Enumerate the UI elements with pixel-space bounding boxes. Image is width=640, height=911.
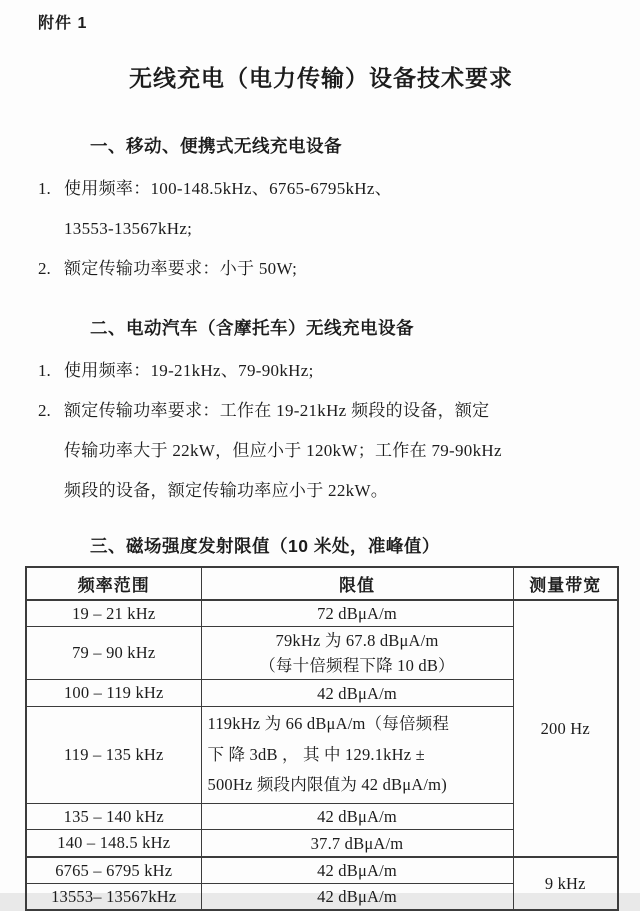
item-number: 1.	[38, 361, 51, 380]
item-body	[64, 351, 617, 391]
freq-range-cell: 100 – 119 kHz	[26, 680, 201, 707]
limit-cell	[201, 680, 513, 707]
limit-cell	[201, 857, 513, 884]
list-item	[38, 351, 617, 391]
section-heading-1: 一、移动、便携式无线充电设备	[90, 136, 342, 156]
col-header-frequency-range: 频率范围	[26, 567, 201, 600]
item-text-line: 使用频率：100-148.5kHz、6765-6795kHz、	[64, 179, 393, 198]
item-number: 2.	[38, 259, 51, 278]
table-row	[26, 857, 618, 884]
bandwidth-cell: 200 Hz	[513, 600, 618, 857]
freq-range-cell: 119 – 135 kHz	[26, 707, 201, 804]
section-heading-2: 二、电动汽车（含摩托车）无线充电设备	[90, 318, 414, 338]
limit-cell	[201, 804, 513, 830]
table-row	[26, 600, 618, 627]
limit-cell	[201, 627, 513, 680]
attachment-label: 附件 1	[38, 15, 88, 32]
freq-range-cell: 19 – 21 kHz	[26, 600, 201, 627]
col-header-measurement-bandwidth: 测量带宽	[513, 567, 618, 600]
freq-range-cell: 135 – 140 kHz	[26, 804, 201, 830]
emission-limits-table	[25, 566, 619, 911]
item-text-line: 额定传输功率要求：小于 50W;	[64, 259, 298, 278]
freq-range-cell: 13553– 13567kHz	[26, 884, 201, 911]
limit-line: 72 dBμA/m	[317, 604, 397, 623]
item-text-line: 13553-13567kHz;	[64, 219, 193, 238]
section-2-list	[38, 351, 617, 511]
limit-line: 42 dBμA/m	[317, 887, 397, 906]
freq-range-cell: 140 – 148.5 kHz	[26, 830, 201, 858]
item-text-line: 使用频率：19-21kHz、79-90kHz;	[64, 361, 314, 380]
list-item	[38, 249, 617, 289]
limit-line: 119kHz 为 66 dBμA/m（每倍频程	[207, 714, 450, 734]
limit-cell	[201, 600, 513, 627]
item-text-line: 传输功率大于 22kW，但应小于 120kW；工作在 79-90kHz	[64, 441, 502, 460]
document-title: 无线充电（电力传输）设备技术要求	[129, 65, 513, 91]
table-header-row	[26, 567, 618, 600]
item-text-line: 额定传输功率要求：工作在 19-21kHz 频段的设备，额定	[64, 401, 490, 420]
item-body	[64, 391, 617, 511]
item-body	[64, 249, 617, 289]
limit-line: 37.7 dBμA/m	[310, 833, 404, 853]
section-1-list	[38, 169, 617, 289]
limit-line: 42 dBμA/m	[317, 683, 397, 703]
bandwidth-cell: 9 kHz	[513, 857, 618, 910]
limit-cell	[201, 830, 513, 858]
limit-line: 79kHz 为 67.8 dBμA/m	[275, 631, 439, 650]
item-text-line: 频段的设备，额定传输功率应小于 22kW。	[64, 481, 389, 500]
limit-line: 下 降 3dB ， 其 中 129.1kHz ±	[207, 744, 425, 764]
item-body	[64, 169, 617, 249]
limit-cell	[201, 884, 513, 911]
freq-range-cell: 79 – 90 kHz	[26, 627, 201, 680]
limit-line: 500Hz 频段内限值为 42 dBμA/m)	[207, 775, 447, 795]
list-item	[38, 169, 617, 249]
limit-line: （每十倍频程下降 10 dB）	[259, 656, 455, 675]
list-item	[38, 391, 617, 511]
item-number: 2.	[38, 401, 51, 420]
limit-cell	[201, 707, 513, 804]
section-heading-3: 三、磁场强度发射限值（10 米处，准峰值）	[90, 536, 440, 556]
col-header-limit: 限值	[201, 567, 513, 600]
limit-line: 42 dBμA/m	[317, 807, 397, 826]
freq-range-cell: 6765 – 6795 kHz	[26, 857, 201, 884]
item-number: 1.	[38, 179, 51, 198]
limit-line: 42 dBμA/m	[317, 861, 397, 880]
